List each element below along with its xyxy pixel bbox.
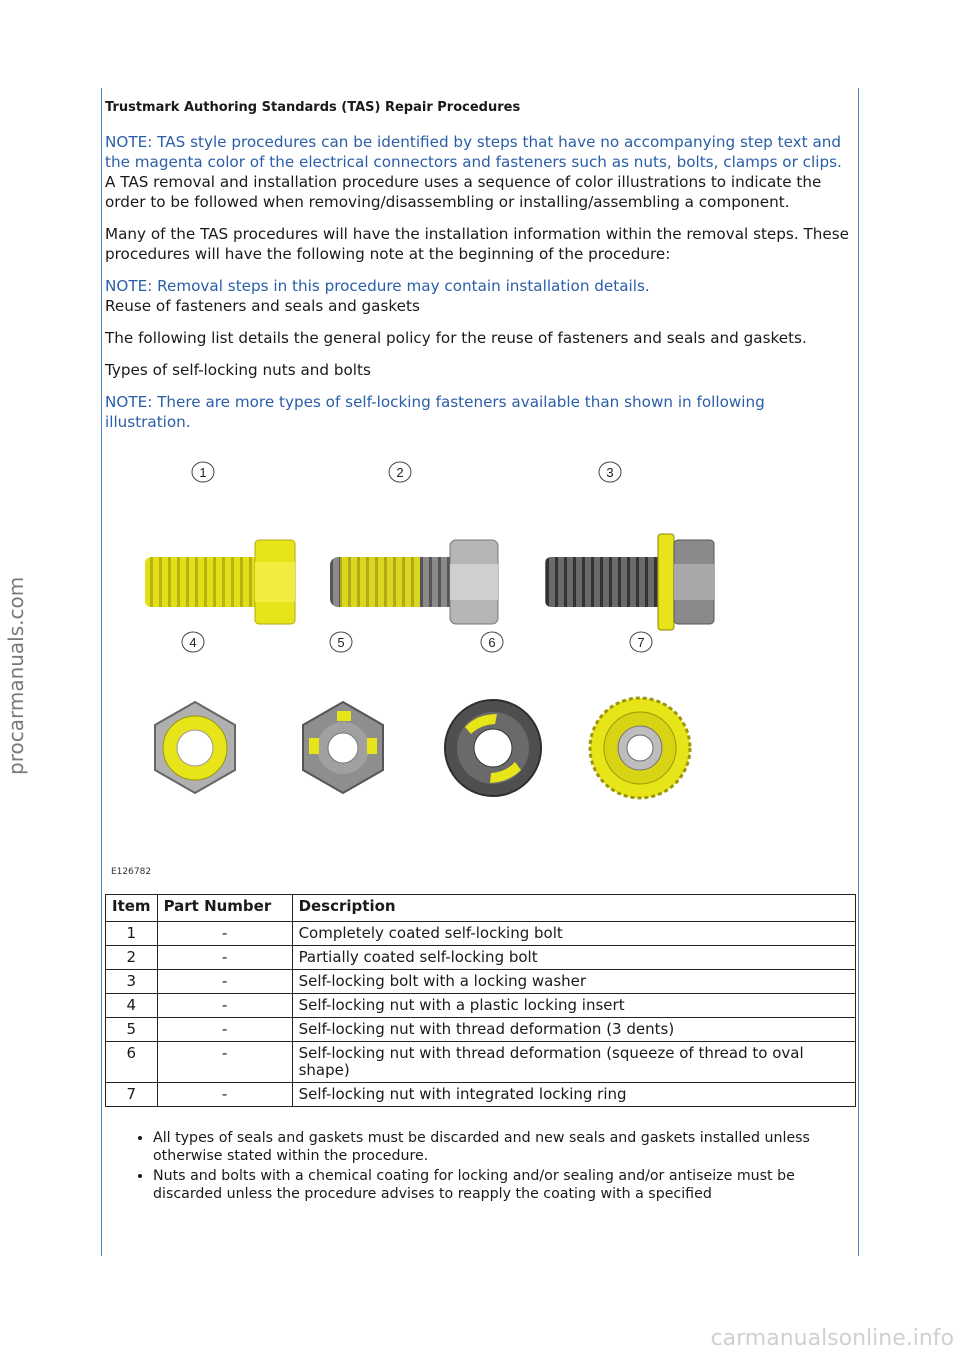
note-removal-steps: NOTE: Removal steps in this procedure may contain installation details.	[105, 277, 650, 295]
cell-description: Self-locking nut with integrated locking ring	[292, 1083, 855, 1107]
page-frame-right	[858, 88, 859, 1256]
document-body	[105, 98, 855, 1205]
para-sequence: A TAS removal and installation procedure uses a sequence of color illustrations to indicate the order to be followed when removing/disassembling or installing/assembling a component.	[105, 173, 822, 211]
cell-item: 7	[106, 1083, 158, 1107]
callout-6	[481, 632, 503, 652]
cell-description: Self-locking nut with a plastic locking insert	[292, 994, 855, 1018]
table-row	[106, 1018, 856, 1042]
callout-3	[599, 462, 621, 482]
callout-1-label: 1	[199, 465, 207, 480]
bolt-3-locking-washer	[545, 534, 714, 630]
nut-7-locking-ring	[590, 698, 690, 798]
cell-item: 2	[106, 946, 158, 970]
cell-part-number: -	[157, 994, 292, 1018]
cell-item: 1	[106, 922, 158, 946]
col-description: Description	[292, 895, 855, 922]
fastener-illustration	[105, 452, 855, 882]
callout-1	[192, 462, 214, 482]
callout-3-label: 3	[606, 465, 614, 480]
nut-4-plastic-insert	[155, 702, 235, 793]
table-header-row	[106, 895, 856, 922]
bolt-2-partially-coated	[330, 540, 498, 624]
figure-id: E126782	[111, 867, 152, 877]
callout-2	[389, 462, 411, 482]
note-more-types: NOTE: There are more types of self-locking fasteners available than shown in following illustration.	[105, 393, 765, 431]
cell-item: 6	[106, 1042, 158, 1083]
callout-6-label: 6	[488, 635, 496, 650]
note-tas-identify: NOTE: TAS style procedures can be identified by steps that have no accompanying step text and the magenta color of the electrical connectors and fasteners such as nuts, bolts, clamps or clips.	[105, 133, 842, 171]
cell-item: 4	[106, 994, 158, 1018]
cell-part-number: -	[157, 970, 292, 994]
para-installation-info: Many of the TAS procedures will have the installation information within the removal steps. These procedures will have the following note at the beginning of the procedure:	[105, 225, 849, 263]
cell-item: 5	[106, 1018, 158, 1042]
col-part-number: Part Number	[157, 895, 292, 922]
cell-description: Partially coated self-locking bolt	[292, 946, 855, 970]
subheading-reuse: Reuse of fasteners and seals and gaskets	[105, 297, 420, 315]
callout-5-label: 5	[337, 635, 345, 650]
table-row	[106, 970, 856, 994]
callout-5	[330, 632, 352, 652]
cell-part-number: -	[157, 922, 292, 946]
list-item: • Nuts and bolts with a chemical coating for locking and/or sealing and/or antiseize must be discarded unless the procedure advises to reapply the coating with a specified	[153, 1167, 855, 1203]
cell-item: 3	[106, 970, 158, 994]
cell-part-number: -	[157, 1083, 292, 1107]
callout-7	[630, 632, 652, 652]
parts-table	[105, 894, 856, 1107]
callout-7-label: 7	[637, 635, 645, 650]
cell-description: Self-locking nut with thread deformation (squeeze of thread to oval shape)	[292, 1042, 855, 1083]
nut-5-three-dents	[303, 702, 383, 793]
policy-bullet-list	[105, 1129, 855, 1203]
side-watermark: procarmanuals.com	[4, 576, 28, 775]
subheading-types: Types of self-locking nuts and bolts	[105, 361, 371, 379]
para-policy: The following list details the general policy for the reuse of fasteners and seals and gaskets.	[105, 329, 807, 347]
section-heading: Trustmark Authoring Standards (TAS) Repair Procedures	[105, 100, 521, 115]
callout-2-label: 2	[396, 465, 404, 480]
cell-description: Self-locking bolt with a locking washer	[292, 970, 855, 994]
callout-4-label: 4	[189, 635, 197, 650]
fastener-illustration-svg	[105, 452, 855, 882]
table-row	[106, 922, 856, 946]
nut-6-oval-thread	[445, 700, 541, 796]
cell-description: Completely coated self-locking bolt	[292, 922, 855, 946]
col-item: Item	[106, 895, 158, 922]
table-row	[106, 994, 856, 1018]
table-row	[106, 1083, 856, 1107]
callout-4	[182, 632, 204, 652]
list-item: • All types of seals and gaskets must be discarded and new seals and gaskets installed unless otherwise stated within the procedure.	[153, 1129, 855, 1165]
footer-watermark: carmanualsonline.info	[710, 1326, 954, 1351]
cell-part-number: -	[157, 946, 292, 970]
cell-part-number: -	[157, 1042, 292, 1083]
cell-description: Self-locking nut with thread deformation (3 dents)	[292, 1018, 855, 1042]
cell-part-number: -	[157, 1018, 292, 1042]
bolt-1-fully-coated	[145, 540, 295, 624]
table-row	[106, 1042, 856, 1083]
page-frame-left	[101, 88, 102, 1256]
table-row	[106, 946, 856, 970]
